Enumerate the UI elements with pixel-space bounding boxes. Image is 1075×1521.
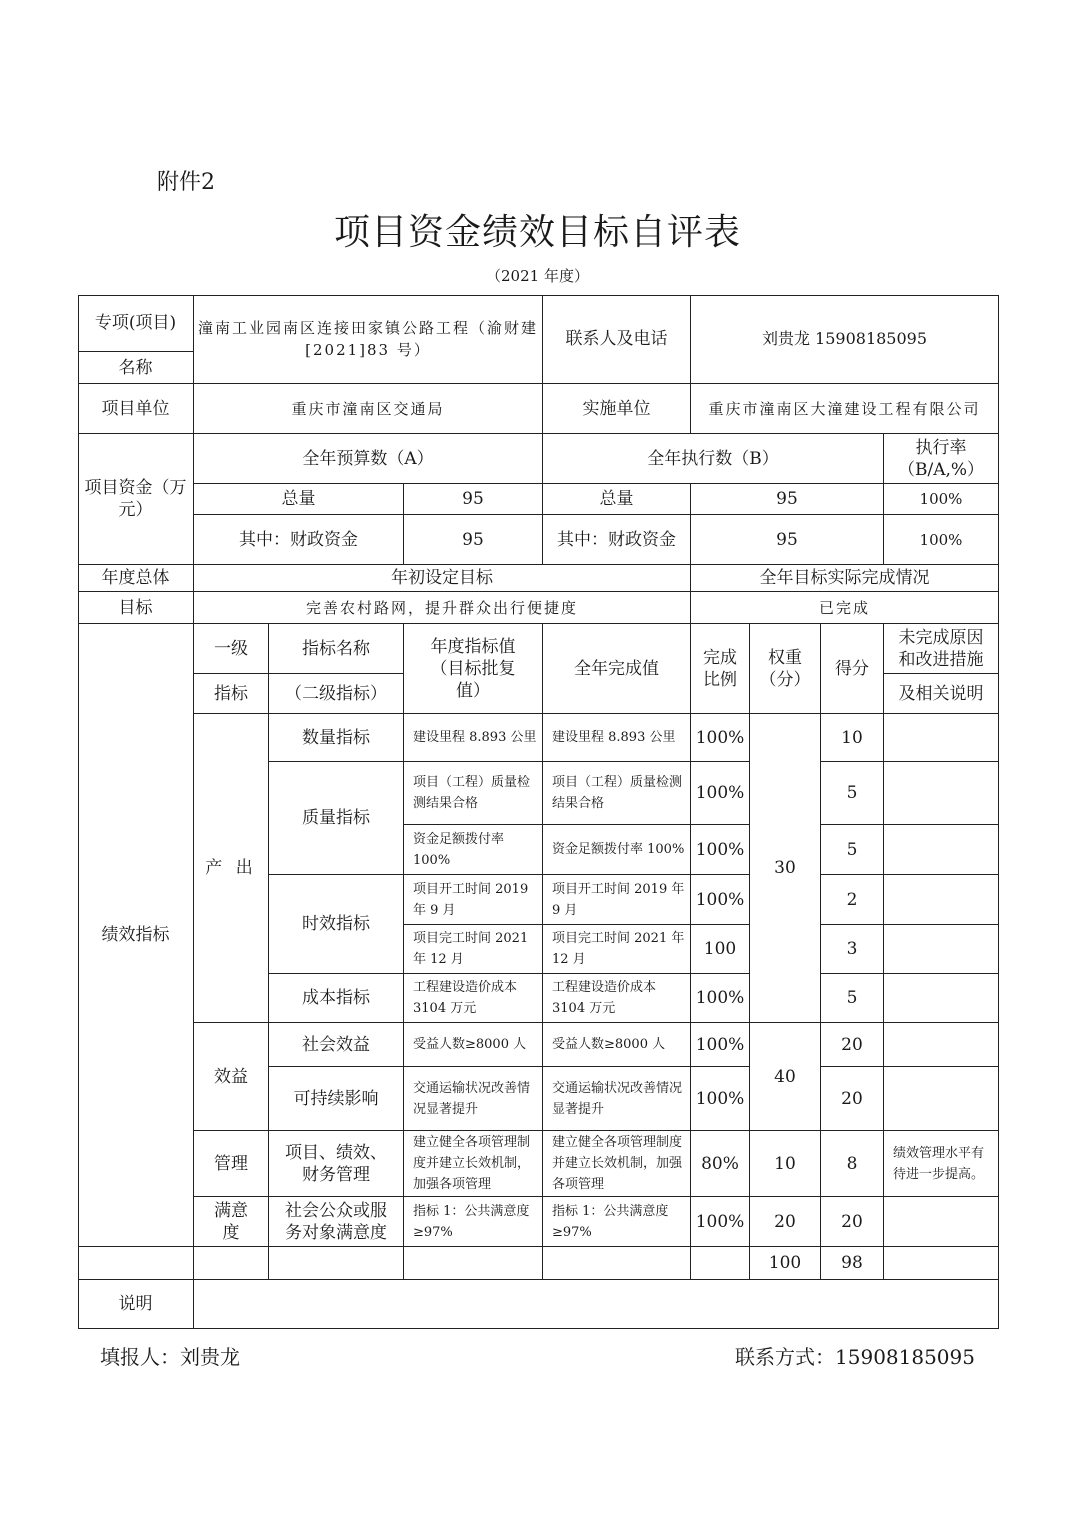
row-reason (884, 1023, 999, 1067)
row-reason (884, 762, 999, 825)
row-done: 工程建设造价成本 3104 万元 (543, 974, 691, 1023)
weight-output: 30 (750, 714, 821, 1023)
cat-benefit: 效益 (194, 1023, 269, 1131)
form-year: （2021 年度） (486, 267, 589, 285)
project-name-label-2: 名称 (78, 352, 194, 384)
row-score: 10 (821, 714, 884, 762)
project-name-label: 专项(项目) (78, 295, 194, 352)
goal-actual-header: 全年目标实际完成情况 (691, 565, 999, 592)
row-score: 5 (821, 762, 884, 825)
total-row-blank (543, 1247, 691, 1280)
row-ratio: 80% (691, 1131, 750, 1197)
row-target: 建立健全各项管理制度并建立长效机制，加强各项管理 (404, 1131, 543, 1197)
row-done: 受益人数≥8000 人 (543, 1023, 691, 1067)
total-row-blank (194, 1247, 269, 1280)
row-target: 交通运输状况改善情况显著提升 (404, 1067, 543, 1131)
cat-manage: 管理 (194, 1131, 269, 1197)
hdr-reason: 未完成原因和改进措施 (884, 624, 999, 674)
unit-value: 重庆市潼南区交通局 (194, 384, 543, 434)
hdr-score: 得分 (821, 624, 884, 714)
row-score: 5 (821, 825, 884, 875)
hdr-name: 指标名称 (269, 624, 404, 674)
row-done: 交通运输状况改善情况显著提升 (543, 1067, 691, 1131)
total-score: 98 (821, 1247, 884, 1280)
row-reason (884, 925, 999, 974)
goal-actual-value: 已完成 (691, 592, 999, 624)
row-target: 项目开工时间 2019 年 9 月 (404, 875, 543, 925)
row-done: 指标 1：公共满意度≥97% (543, 1197, 691, 1247)
funds-label: 项目资金（万元） (78, 434, 194, 565)
fiscal-rate: 100% (884, 515, 999, 565)
row-done: 建设里程 8.893 公里 (543, 714, 691, 762)
impl-value: 重庆市潼南区大潼建设工程有限公司 (691, 384, 999, 434)
total-exec: 95 (691, 484, 884, 515)
row-ratio: 100 (691, 925, 750, 974)
total-label: 总量 (194, 484, 404, 515)
row-score: 20 (821, 1197, 884, 1247)
row-score: 20 (821, 1023, 884, 1067)
weight-benefit: 40 (750, 1023, 821, 1131)
fiscal-exec: 95 (691, 515, 884, 565)
row-score: 20 (821, 1067, 884, 1131)
impl-label: 实施单位 (543, 384, 691, 434)
goal-set-value: 完善农村路网，提升群众出行便捷度 (194, 592, 691, 624)
row-reason: 绩效管理水平有待进一步提高。 (884, 1131, 999, 1197)
hdr-level1-b: 指标 (194, 674, 269, 714)
unit-label: 项目单位 (78, 384, 194, 434)
row-score: 8 (821, 1131, 884, 1197)
total-row-blank (269, 1247, 404, 1280)
row-done: 项目完工时间 2021 年 12 月 (543, 925, 691, 974)
sub-quantity: 数量指标 (269, 714, 404, 762)
sub-social: 社会效益 (269, 1023, 404, 1067)
row-done: 项目开工时间 2019 年 9 月 (543, 875, 691, 925)
row-target: 受益人数≥8000 人 (404, 1023, 543, 1067)
contact-label: 联系人及电话 (543, 295, 691, 384)
row-reason (884, 1197, 999, 1247)
sub-quality: 质量指标 (269, 762, 404, 875)
hdr-done: 全年完成值 (543, 624, 691, 714)
hdr-name-b: （二级指标） (269, 674, 404, 714)
row-ratio: 100% (691, 714, 750, 762)
hdr-reason-b: 及相关说明 (884, 674, 999, 714)
notes-value (194, 1280, 999, 1329)
total-budget: 95 (404, 484, 543, 515)
project-name-value: 潼南工业园南区连接田家镇公路工程（渝财建[2021]83 号） (194, 295, 543, 384)
row-ratio: 100% (691, 1197, 750, 1247)
rate-header: 执行率（B/A,%） (884, 434, 999, 484)
row-ratio: 100% (691, 1067, 750, 1131)
hdr-ratio: 完成比例 (691, 624, 750, 714)
row-ratio: 100% (691, 974, 750, 1023)
row-target: 项目完工时间 2021 年 12 月 (404, 925, 543, 974)
total-weight: 100 (750, 1247, 821, 1280)
hdr-level1: 一级 (194, 624, 269, 674)
row-target: 指标 1：公共满意度≥97% (404, 1197, 543, 1247)
total-row-blank (404, 1247, 543, 1280)
sub-cost: 成本指标 (269, 974, 404, 1023)
weight-satisfy: 20 (750, 1197, 821, 1247)
row-ratio: 100% (691, 825, 750, 875)
row-reason (884, 875, 999, 925)
fiscal-label-b: 其中：财政资金 (543, 515, 691, 565)
filler-contact: 联系方式：15908185095 (735, 1345, 975, 1369)
row-score: 5 (821, 974, 884, 1023)
row-target: 建设里程 8.893 公里 (404, 714, 543, 762)
sub-satisfy: 社会公众或服务对象满意度 (269, 1197, 404, 1247)
row-reason (884, 974, 999, 1023)
exec-header: 全年执行数（B） (543, 434, 884, 484)
hdr-target: 年度指标值（目标批复值） (404, 624, 543, 714)
row-score: 3 (821, 925, 884, 974)
fiscal-label: 其中：财政资金 (194, 515, 404, 565)
total-row-blank (78, 1247, 194, 1280)
row-done: 资金足额拨付率 100% (543, 825, 691, 875)
hdr-weight: 权重（分） (750, 624, 821, 714)
row-target: 资金足额拨付率 100% (404, 825, 543, 875)
weight-manage: 10 (750, 1131, 821, 1197)
row-score: 2 (821, 875, 884, 925)
total-row-blank (691, 1247, 750, 1280)
row-target: 工程建设造价成本 3104 万元 (404, 974, 543, 1023)
goal-set-header: 年初设定目标 (194, 565, 691, 592)
sub-sustain: 可持续影响 (269, 1067, 404, 1131)
row-reason (884, 1067, 999, 1131)
cat-output: 产 出 (194, 714, 269, 1023)
row-ratio: 100% (691, 875, 750, 925)
form-title: 项目资金绩效目标自评表 (333, 212, 741, 253)
row-target: 项目（工程）质量检测结果合格 (404, 762, 543, 825)
contact-value: 刘贵龙 15908185095 (691, 295, 999, 384)
total-rate: 100% (884, 484, 999, 515)
fiscal-budget: 95 (404, 515, 543, 565)
total-label-b: 总量 (543, 484, 691, 515)
perf-label: 绩效指标 (78, 624, 194, 1247)
row-ratio: 100% (691, 1023, 750, 1067)
evaluation-table (78, 295, 999, 1329)
budget-header: 全年预算数（A） (194, 434, 543, 484)
row-done: 建立健全各项管理制度并建立长效机制，加强各项管理 (543, 1131, 691, 1197)
filler-name: 填报人：刘贵龙 (100, 1345, 240, 1369)
sub-manage: 项目、绩效、财务管理 (269, 1131, 404, 1197)
row-reason (884, 825, 999, 875)
cat-satisfy: 满意度 (194, 1197, 269, 1247)
total-row-blank (884, 1247, 999, 1280)
row-done: 项目（工程）质量检测结果合格 (543, 762, 691, 825)
sub-timeliness: 时效指标 (269, 875, 404, 974)
goal-label: 年度总体 (78, 565, 194, 592)
goal-label-2: 目标 (78, 592, 194, 624)
attachment-label: 附件2 (157, 170, 215, 195)
row-ratio: 100% (691, 762, 750, 825)
notes-label: 说明 (78, 1280, 194, 1329)
row-reason (884, 714, 999, 762)
